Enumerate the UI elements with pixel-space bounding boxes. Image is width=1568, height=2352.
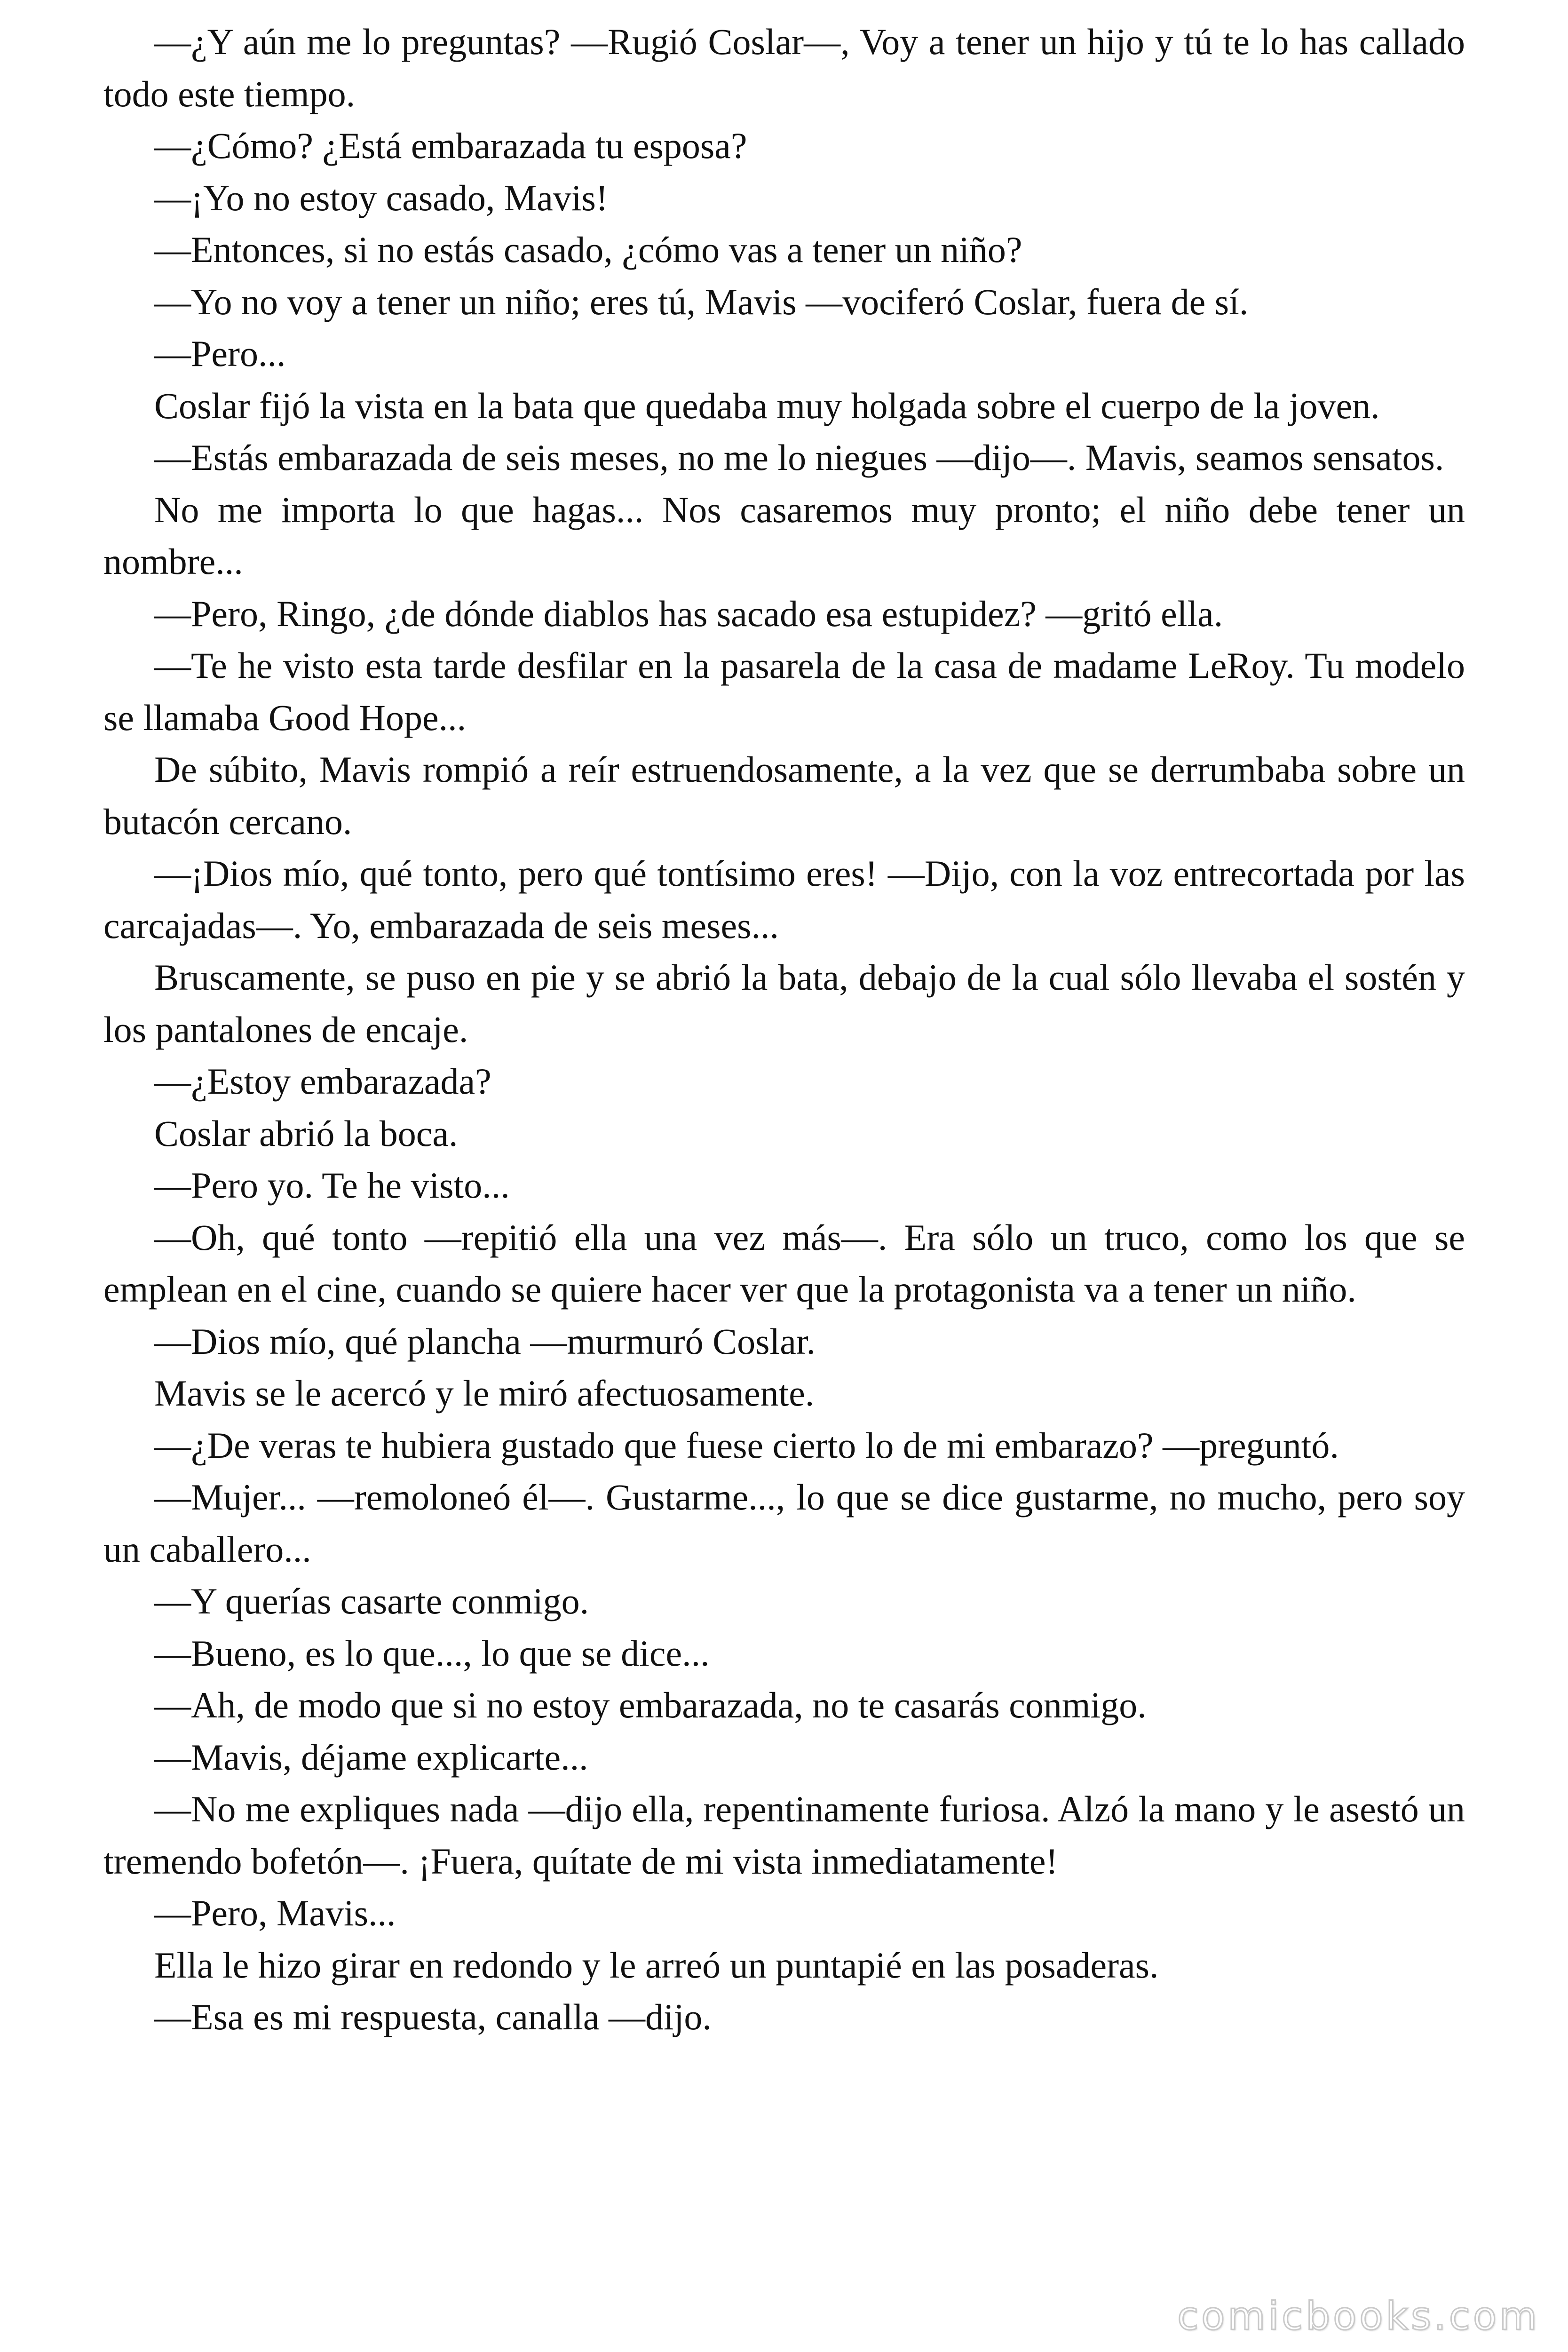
- paragraph: —Esa es mi respuesta, canalla —dijo.: [154, 1996, 712, 2037]
- paragraph: Ella le hizo girar en redondo y le arreó un puntapié en las posaderas.: [154, 1944, 1159, 1986]
- paragraph: —Yo no voy a tener un niño; eres tú, Mavis —vociferó Coslar, fuera de sí.: [154, 281, 1249, 322]
- paragraph: —¿Estoy embarazada?: [154, 1061, 491, 1102]
- watermark-text: comicbooks.com: [1177, 2294, 1540, 2339]
- paragraph: —Pero yo. Te he visto...: [154, 1165, 510, 1206]
- paragraph: —Mavis, déjame explicarte...: [154, 1736, 588, 1778]
- paragraph: —¡Dios mío, qué tonto, pero qué tontísimo eres! —Dijo, con la voz entrecortada por las carcajadas—. Yo, embarazada de seis meses...: [103, 853, 1465, 946]
- paragraph: —Pero...: [154, 333, 286, 374]
- paragraph: —Entonces, si no estás casado, ¿cómo vas a tener un niño?: [154, 229, 1022, 270]
- paragraph: —Mujer... —remoloneó él—. Gustarme..., lo que se dice gustarme, no mucho, pero soy un caballero...: [103, 1477, 1465, 1570]
- paragraph: —Bueno, es lo que..., lo que se dice...: [154, 1632, 710, 1674]
- paragraph: —¿Y aún me lo preguntas? —Rugió Coslar—, Voy a tener un hijo y tú te lo has callado todo este tiempo.: [103, 21, 1465, 114]
- paragraph: Mavis se le acercó y le miró afectuosamente.: [154, 1373, 815, 1414]
- paragraph: De súbito, Mavis rompió a reír estruendosamente, a la vez que se derrumbaba sobre un butacón cercano.: [103, 749, 1465, 842]
- paragraph: —Pero, Mavis...: [154, 1892, 396, 1933]
- paragraph: —¡Yo no estoy casado, Mavis!: [154, 177, 608, 218]
- paragraph: Coslar fijó la vista en la bata que quedaba muy holgada sobre el cuerpo de la joven.: [154, 385, 1380, 426]
- paragraph: —Dios mío, qué plancha —murmuró Coslar.: [154, 1320, 816, 1362]
- paragraph: —Pero, Ringo, ¿de dónde diablos has sacado esa estupidez? —gritó ella.: [154, 593, 1223, 634]
- paragraph: —¿Cómo? ¿Está embarazada tu esposa?: [154, 125, 747, 166]
- paragraph: —¿De veras te hubiera gustado que fuese cierto lo de mi embarazo? —preguntó.: [154, 1424, 1339, 1466]
- paragraph: —Estás embarazada de seis meses, no me lo niegues —dijo—. Mavis, seamos sensatos.: [154, 437, 1444, 478]
- paragraph: —Te he visto esta tarde desfilar en la pasarela de la casa de madame LeRoy. Tu modelo se llamaba Good Hope...: [103, 645, 1465, 738]
- document-page: [103, 16, 1465, 2043]
- paragraph: —Y querías casarte conmigo.: [154, 1581, 589, 1621]
- paragraph: Coslar abrió la boca.: [154, 1112, 458, 1154]
- paragraph: Bruscamente, se puso en pie y se abrió la bata, debajo de la cual sólo llevaba el sostén y los pantalones de encaje.: [103, 957, 1465, 1050]
- paragraph: No me importa lo que hagas... Nos casaremos muy pronto; el niño debe tener un nombre...: [103, 489, 1465, 582]
- paragraph: —No me expliques nada —dijo ella, repentinamente furiosa. Alzó la mano y le asestó un tremendo bofetón—. ¡Fuera, quítate de mi vista inmediatamente!: [103, 1788, 1465, 1882]
- paragraph: —Oh, qué tonto —repitió ella una vez más—. Era sólo un truco, como los que se emplean en el cine, cuando se quiere hacer ver que la protagonista va a tener un niño.: [103, 1216, 1465, 1310]
- paragraph: —Ah, de modo que si no estoy embarazada, no te casarás conmigo.: [154, 1685, 1147, 1725]
